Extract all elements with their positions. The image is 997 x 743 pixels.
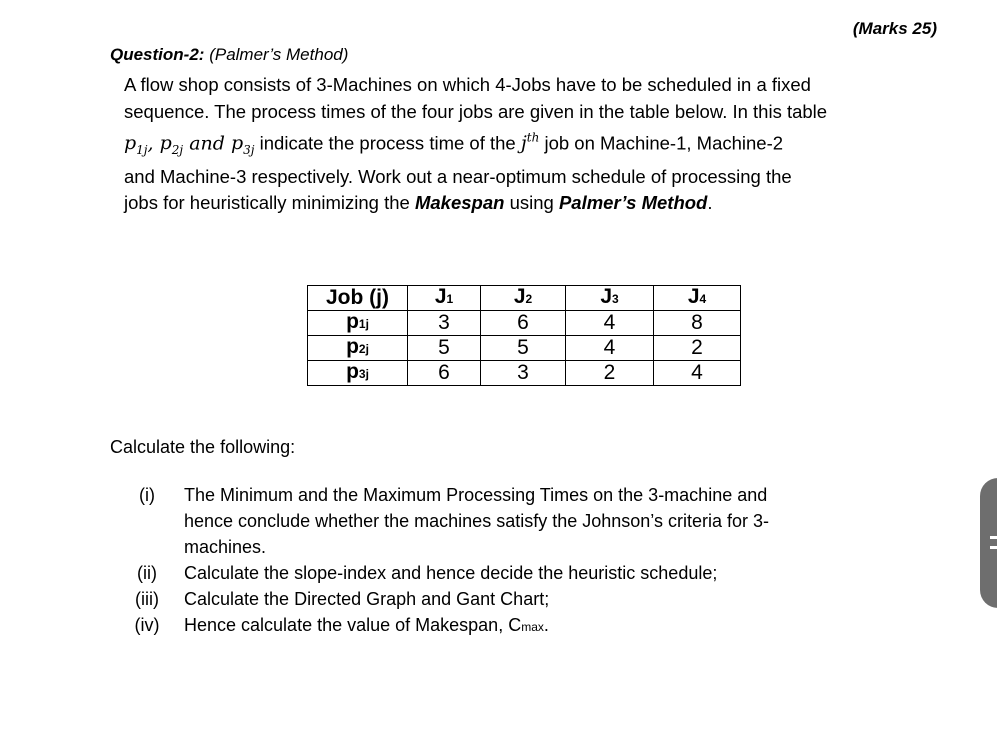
item-number: (ii) — [137, 563, 157, 583]
table-cell: 3 — [408, 311, 481, 336]
item-text: Calculate the slope-index and hence decide the heuristic schedule; — [184, 563, 718, 583]
table-cell: 4 — [566, 336, 654, 361]
list-item — [110, 482, 890, 560]
list-item — [110, 560, 890, 586]
table-header-job: J2 — [481, 286, 566, 311]
question-title — [110, 45, 348, 65]
table-cell: 5 — [408, 336, 481, 361]
side-panel-tab[interactable] — [980, 478, 997, 608]
marks-label: (Marks 25) — [852, 19, 937, 38]
math-jth: $j^{th}$ — [520, 131, 540, 155]
calculate-heading: Calculate the following: — [110, 437, 296, 457]
table-header-row — [308, 286, 741, 311]
math-p1j: $p_{1j}$ — [124, 132, 148, 158]
palmers-term: Palmer’s Method — [558, 192, 708, 214]
item-number: (iii) — [135, 589, 159, 609]
makespan-term: Makespan — [414, 192, 505, 214]
para-line-3: $p_{1j}$, $p_{2j}$ and $p_{3j}$ indicate the process time of the $j^{th}$ job on Machine-1, Machine-2 — [124, 131, 784, 158]
item-text: Hence calculate the value of Makespan, Cmax. — [184, 615, 549, 635]
table-header-label: Job (j) — [308, 286, 408, 311]
item-number: (i) — [139, 485, 155, 505]
math-p3j: $p_{3j}$ — [230, 132, 255, 158]
table-row — [308, 361, 741, 386]
row-label: p3j — [308, 361, 408, 386]
table-row — [308, 336, 741, 361]
row-label: p2j — [308, 336, 408, 361]
question-label: Question-2: — [110, 45, 205, 64]
item-text: The Minimum and the Maximum Processing Times on the 3-machine and hence conclude whether the machines satisfy the Johnson’s criteria for 3- machines. — [184, 485, 769, 557]
menu-icon-bar — [990, 546, 997, 549]
table-header-job: J3 — [566, 286, 654, 311]
table-cell: 5 — [481, 336, 566, 361]
table-row — [308, 311, 741, 336]
list-item — [110, 586, 890, 612]
para-line-5: jobs for heuristically minimizing the Makespan using Palmer’s Method. — [124, 192, 713, 214]
para-line-1: A flow shop consists of 3-Machines on which 4-Jobs have to be scheduled in a fixed — [124, 74, 811, 95]
table-cell: 4 — [566, 311, 654, 336]
menu-icon-bar — [990, 536, 997, 539]
task-list — [110, 482, 890, 640]
row-label: p1j — [308, 311, 408, 336]
para-line-2: sequence. The process times of the four jobs are given in the table below. In this table — [124, 100, 828, 122]
table-cell: 6 — [408, 361, 481, 386]
question-method: (Palmer’s Method) — [209, 45, 349, 64]
process-time-table — [307, 285, 741, 386]
table-cell: 4 — [654, 361, 741, 386]
question-paragraph — [124, 72, 944, 217]
table-cell: 2 — [566, 361, 654, 386]
para-line-4: and Machine-3 respectively. Work out a near-optimum schedule of processing the — [124, 165, 792, 187]
list-item — [110, 612, 890, 640]
table-cell: 2 — [654, 336, 741, 361]
table-header-job: J4 — [654, 286, 741, 311]
item-number: (iv) — [134, 615, 160, 635]
table-cell: 6 — [481, 311, 566, 336]
table-header-job: J1 — [408, 286, 481, 311]
table-cell: 8 — [654, 311, 741, 336]
math-p2j: $p_{2j}$ — [159, 132, 184, 158]
item-text: Calculate the Directed Graph and Gant Chart; — [184, 589, 550, 609]
table-cell: 3 — [481, 361, 566, 386]
